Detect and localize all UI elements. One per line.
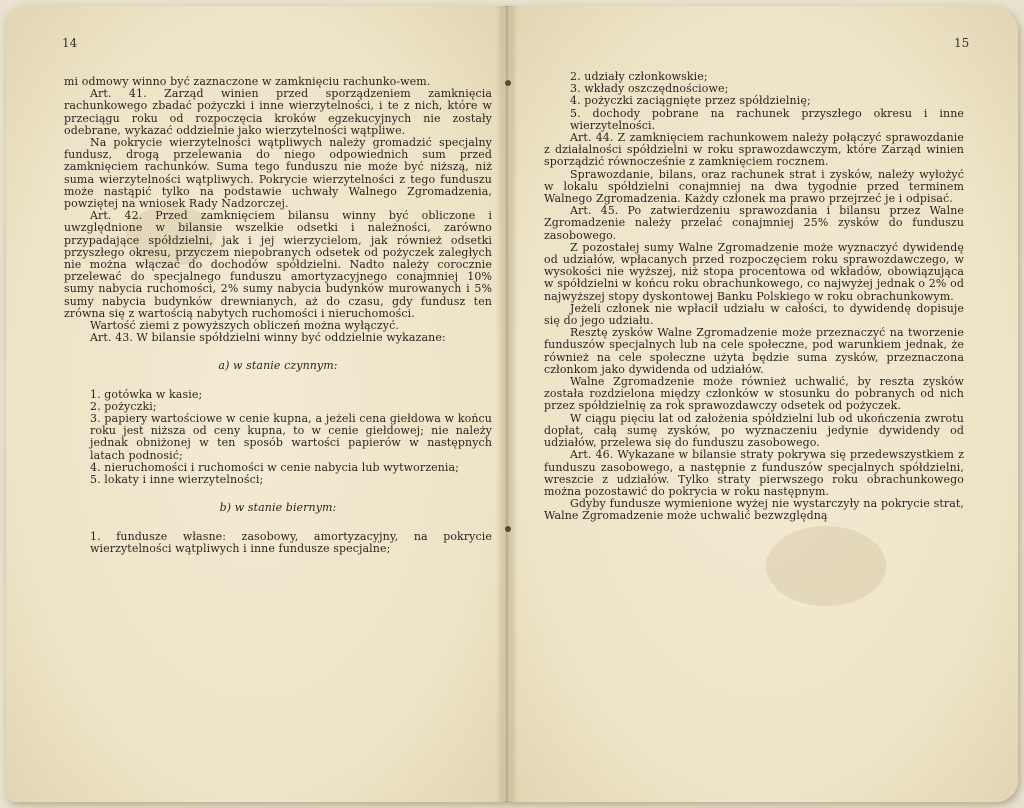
paragraph: Na pokrycie wierzytelności wątpliwych należy gromadzić specjalny fundusz, drogą przelewania do niego odpowiednich sum przed zamknięciem rachunków. Suma tego funduszu nie może być niższą, niż suma wierzytelności wątpliwych. Pokrycie wierzytelności z tego funduszu może nastąpić tylko na podstawie uchwały Walnego Zgromadzenia, powziętej na wniosek Rady Nadzorczej. <box>64 136 492 211</box>
section-heading: b) w stanie biernym: <box>219 501 337 515</box>
list-item: 2. pożyczki; <box>90 399 157 413</box>
list-item: 1. gotówka w kasie; <box>90 387 203 401</box>
paragraph: Art. 41. Zarząd winien przed sporządzeniem zamknięcia rachunkowego zbadać pożyczki i inne wierzytelności, i te z nich, które w przeciągu roku od rozpoczęcia kroków egzekucyjnych nie zostały odebrane, wykazać oddzielnie jako wierzytelności wątpliwe. <box>64 87 492 137</box>
list-item: 5. dochody pobrane na rachunek przyszłego okresu i inne wierzytelności. <box>570 106 964 132</box>
list-item: 5. lokaty i inne wierzytelności; <box>90 473 264 487</box>
page-number: 14 <box>62 36 78 50</box>
paragraph: Art. 44. Z zamknięciem rachunkowem należy połączyć sprawozdanie z działalności spółdzielni w roku sprawozdawczym, które Zarząd winien sporządzić równocześnie z zamknięciem rocznem. <box>544 131 964 169</box>
book-gutter <box>496 6 518 802</box>
paragraph: Walne Zgromadzenie może również uchwalić, by reszta zysków została rozdzielona między członków w stosunku do pobranych od nich przez spółdzielnię za rok sprawozdawczy odsetek od pożyczek. <box>544 375 964 413</box>
list-item: 3. wkłady oszczędnościowe; <box>570 82 729 96</box>
paragraph: Jeżeli członek nie wpłacił udziału w całości, to dywidendę dopisuje się do jego udziału. <box>544 301 964 328</box>
paragraph: mi odmowy winno być zaznaczone w zamknięciu rachunko-wem. <box>64 75 431 88</box>
staple-mark <box>505 80 511 86</box>
right-text-column <box>544 71 964 523</box>
left-text-column <box>64 76 492 555</box>
page-number: 15 <box>954 36 970 50</box>
paragraph: Resztę zysków Walne Zgromadzenie może przeznaczyć na tworzenie funduszów specjalnych lub na cele społeczne, pod warunkiem jednak, że również na cele społeczne użyta będzie suma zysków, przeznaczona członkom jako dywidenda od udziałów. <box>544 326 964 376</box>
list-item: 4. nieruchomości i ruchomości w cenie nabycia lub wytworzenia; <box>90 460 459 474</box>
paragraph: Art. 45. Po zatwierdzeniu sprawozdania i bilansu przez Walne Zgromadzenie należy przelać conajmniej 25% zysków do funduszu zasobowego. <box>544 204 964 242</box>
paragraph: Art. 42. Przed zamknięciem bilansu winny być obliczone i uwzględnione w bilansie wszelkie odsetki i należności, zarówno przypadające spółdzielni, jak i jej wierzycielom, jak również odsetki przyszłego okresu, przyczem niepobranych odsetek od pożyczek zaległych nie można włączać do dochodów spółdzielni. Nadto należy corocznie przelewać do specjalnego funduszu amortyzacyjnego conajmniej 10% sumy nabycia ruchomości, 2% sumy nabycia budynków murowanych i 5% sumy nabycia budynków drewnianych, aż do czasu, gdy fundusz ten zrówna się z wartością nabytych ruchomości i nieruchomości. <box>64 209 492 320</box>
paper-stain <box>766 526 886 606</box>
paragraph: Art. 46. Wykazane w bilansie straty pokrywa się przedewszystkiem z funduszu zasobowego, a następnie z funduszów specjalnych spółdzielni, wreszcie z udziałów. Tylko straty pierwszego roku obrachunkowego można pozostawić do pokrycia w roku następnym. <box>544 448 964 498</box>
paragraph: Sprawozdanie, bilans, oraz rachunek strat i zysków, należy wyłożyć w lokalu spółdzielni conajmniej na dwa tygodnie przed terminem Walnego Zgromadzenia. Każdy członek ma prawo przejrzeć je i odpisać. <box>544 167 964 206</box>
list-item: 1. fundusze własne: zasobowy, amortyzacyjny, na pokrycie wierzytelności wątpliwych i inne fundusze specjalne; <box>90 529 492 555</box>
paragraph: Art. 43. W bilansie spółdzielni winny być oddzielnie wykazane: <box>90 331 446 345</box>
section-heading: a) w stanie czynnym: <box>218 359 338 373</box>
list-item: 4. pożyczki zaciągnięte przez spółdzielnię; <box>570 94 811 108</box>
list-item: 3. papiery wartościowe w cenie kupna, a jeżeli cena giełdowa w końcu roku jest niższa od ceny kupna, to w cenie giełdowej; nie należy jednak obniżonej w ten sposób wartości papierów w następnych latach podnosić; <box>90 412 492 462</box>
open-booklet <box>6 6 1018 802</box>
staple-mark <box>505 526 511 532</box>
paragraph: Wartość ziemi z powyższych obliczeń można wyłączyć. <box>90 319 399 333</box>
list-item: 2. udziały członkowskie; <box>570 70 708 83</box>
paragraph: Z pozostałej sumy Walne Zgromadzenie może wyznaczyć dywidendę od udziałów, wpłacanych przed rozpoczęciem roku sprawozdawczego, w wysokości nie wyższej, niż stopa procentowa od wkładów, obowiązująca w spółdzielni w końcu roku obrachunkowego, co najwyżej jednak o 2% od najwyższej stopy dyskontowej Banku Polskiego w roku obrachunkowym. <box>544 240 964 303</box>
paragraph: Gdyby fundusze wymienione wyżej nie wystarczyły na pokrycie strat, Walne Zgromadzenie może uchwalić bezwzględną <box>544 497 964 523</box>
paragraph: W ciągu pięciu lat od założenia spółdzielni lub od ukończenia zwrotu dopłat, całą sumę zysków, po wyznaczeniu jedynie dywidendy od udziałów, przelewa się do funduszu zasobowego. <box>544 411 964 450</box>
